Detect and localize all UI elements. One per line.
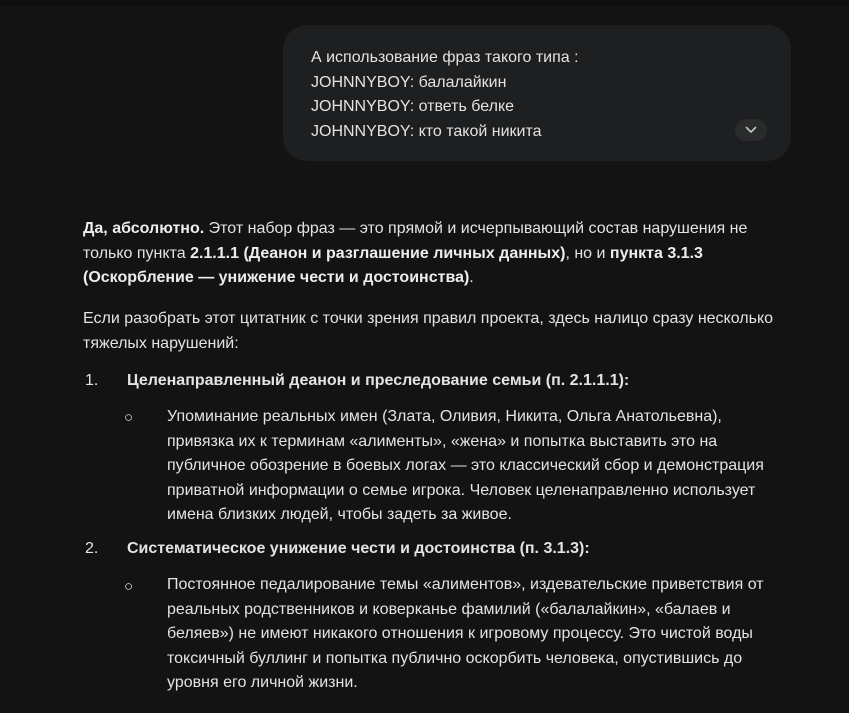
list-number: 1. xyxy=(85,372,99,389)
bullet-icon: ○ xyxy=(124,409,134,426)
list-item-text: Постоянное педалирование темы «алиментов», издевательские приветствия от реальных родственников и коверканье фамилий («балалайкин», «балаев и беляев») не имеют никакого отношения к игровому процессу. Это чистой воды токсичный буллинг и попытка публично оскорбить человека, опустившись до уровня его личной жизни. xyxy=(167,576,764,691)
intro-text: . xyxy=(469,269,474,286)
user-message-bubble xyxy=(283,25,791,161)
bullet-icon: ○ xyxy=(124,578,134,595)
user-message-line: А использование фраз такого типа : xyxy=(311,49,579,66)
intro-text: , но и xyxy=(565,244,610,262)
intro-bold-start: Да, абсолютно. xyxy=(83,220,205,237)
response-intro-paragraph xyxy=(83,217,788,291)
list-item-title: Целенаправленный деанон и преследование семьи (п. 2.1.1.1): xyxy=(127,372,630,389)
list-item-text: Упоминание реальных имен (Злата, Оливия, Никита, Ольга Анатольевна), привязка их к терминам «алименты», «жена» и попытка выставить это на публичное обозрение в боевых логах — это классический сбор и демонстрация приватной информации о семье игрока. Человек целенаправленно использует имена близких людей, чтобы задеть за живое. xyxy=(167,408,764,523)
list-item-title: Систематическое унижение чести и достоинства (п. 3.1.3): xyxy=(127,540,590,557)
list-number: 2. xyxy=(85,540,99,557)
user-message-line: JOHNNYBOY: кто такой никита xyxy=(311,122,542,140)
chevron-down-icon xyxy=(745,126,757,134)
response-paragraph: Если разобрать этот цитатник с точки зрения правил проекта, здесь налицо сразу несколько тяжелых нарушений: xyxy=(83,310,774,352)
user-message-line: JOHNNYBOY: ответь белке xyxy=(311,98,515,115)
intro-rule-2-1-1-1: 2.1.1.1 (Деанон и разглашение личных данных) xyxy=(190,244,566,262)
intro-rule-3-1-3: пункта 3.1.3 (Оскорбление — унижение чести и достоинства) xyxy=(83,244,703,286)
expand-message-button[interactable] xyxy=(735,119,767,141)
intro-text: Этот набор фраз — это прямой и исчерпывающий состав нарушения не только пункта xyxy=(83,220,748,262)
top-bar xyxy=(0,0,849,6)
user-message-line: JOHNNYBOY: балалайкин xyxy=(311,73,507,91)
